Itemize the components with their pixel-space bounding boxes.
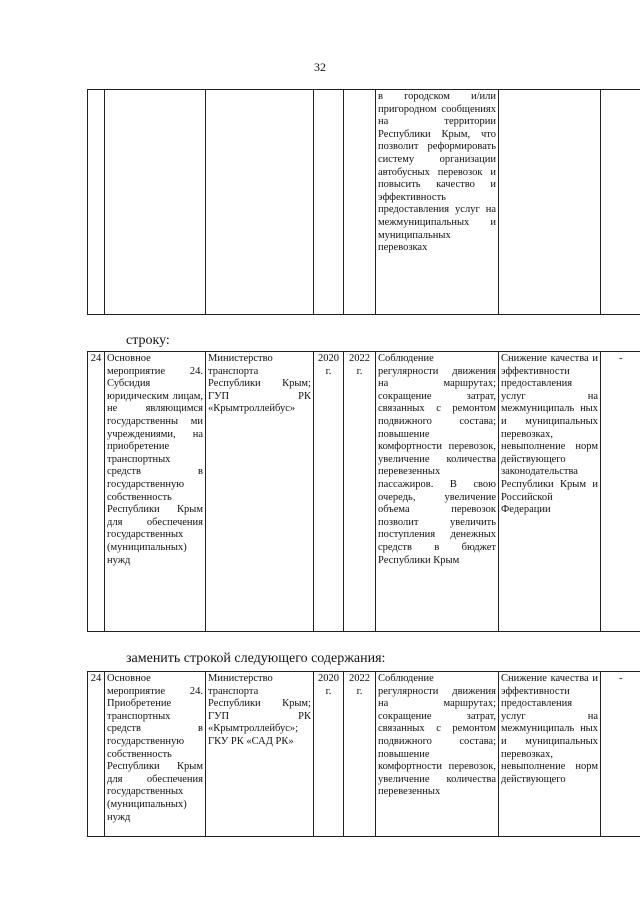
end-year-cell: 2022 г. [344, 672, 376, 837]
phrase-replace: заменить строкой следующего содержания: [126, 651, 386, 666]
row-number: 24 [88, 352, 105, 632]
end-year-cell: 2022 г. [344, 352, 376, 632]
continued-table [87, 89, 640, 315]
table-row [88, 90, 640, 315]
activity-name-cell: Основное мероприятие 24. Приобретение транспортных средств в государственную собственность Республики Крым для обеспечения государственных (муниципальных) нужд [105, 672, 206, 837]
start-year-cell: 2020 г. [314, 672, 344, 837]
phrase-row: строку: [126, 333, 170, 348]
executor-cell: Министерство транспорта Республики Крым; ГУП РК «Крымтроллейбус»; ГКУ РК «САД РК» [206, 672, 314, 837]
consequences-cell: Снижение качества и эффективности предоставления услуг на межмуниципаль ных и муниципальных перевозках, невыполнение норм действующего [499, 672, 601, 837]
new-row-table [87, 671, 640, 837]
consequences-cell: Снижение качества и эффективности предоставления услуг на межмуниципаль ных и муниципальных перевозках, невыполнение норм действующего законодательства Республики Крым и Российской Федерации [499, 352, 601, 632]
table-row [88, 672, 640, 837]
old-row-table [87, 351, 640, 632]
result-cell: в городском и/или пригородном сообщениях на территории Республики Крым, что позволит реформировать систему организации автобусных перевозок и повысить качество и эффективность предоставления услуг на межмуниципальных и муниципальных перевозках [376, 90, 499, 315]
result-cell: Соблюдение регулярности движения на маршрутах; сокращение затрат, связанных с ремонтом подвижного состава; повышение комфортности перевозок, увеличение количества перевезенных пассажиров. В свою очередь, увеличение объема перевозок позволит увеличить поступления денежных средств в бюджет Республики Крым [376, 352, 499, 632]
executor-cell: Министерство транспорта Республики Крым; ГУП РК «Крымтроллейбус» [206, 352, 314, 632]
link-cell: - [601, 352, 640, 632]
result-cell: Соблюдение регулярности движения на маршрутах; сокращение затрат, связанных с ремонтом подвижного состава; повышение комфортности перевозок, увеличение количества перевезенных [376, 672, 499, 837]
link-cell: - [601, 672, 640, 837]
activity-name-cell: Основное мероприятие 24. Субсидия юридическим лицам, не являющимся государственны ми учреждениями, на приобретение транспортных средств в государственную собственность Республики Крым для обеспечения государственных (муниципальных) нужд [105, 352, 206, 632]
row-number: 24 [88, 672, 105, 837]
page-number: 32 [314, 60, 326, 74]
start-year-cell: 2020 г. [314, 352, 344, 632]
table-row [88, 352, 640, 632]
